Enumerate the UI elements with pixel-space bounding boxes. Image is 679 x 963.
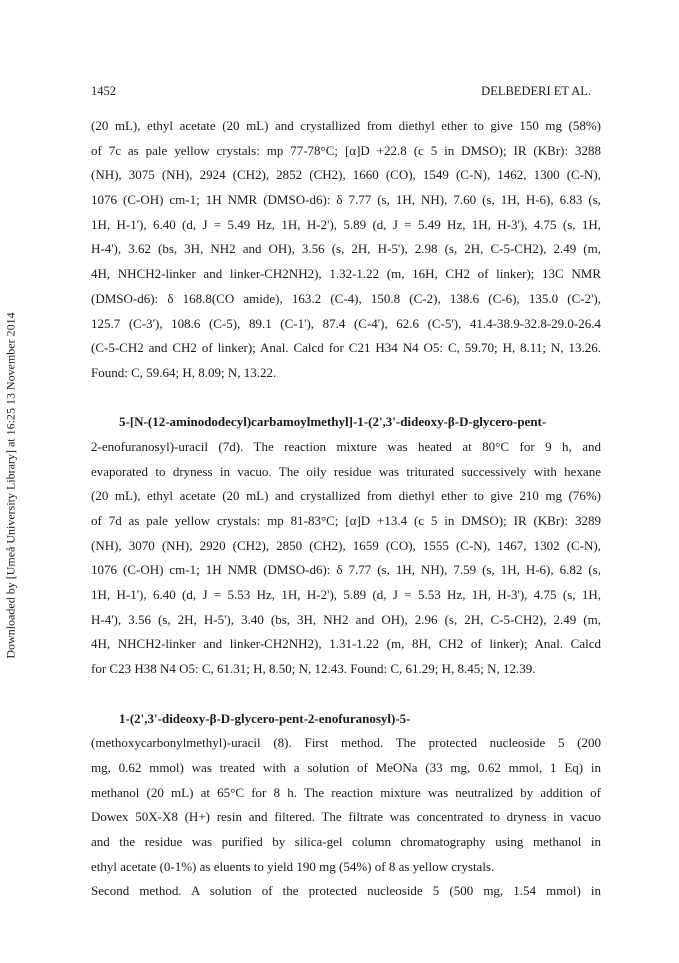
text-line: 1076 (C-OH) cm-1; 1H NMR (DMSO-d6): δ 7.77 (s, 1H, NH), 7.60 (s, 1H, H-6), 6.83 (s, <box>91 192 601 208</box>
page-number: 1452 <box>91 84 116 98</box>
text-line: (20 mL), ethyl acetate (20 mL) and crystallized from diethyl ether to give 210 mg (76%) <box>91 488 601 504</box>
text-line: (methoxycarbonylmethyl)-uracil (8). First method. The protected nucleoside 5 (200 <box>91 735 601 751</box>
text-line: 125.7 (C-3'), 108.6 (C-5), 89.1 (C-1'), 87.4 (C-4'), 62.6 (C-5'), 41.4-38.9-32.8-29.0-26.4 <box>91 315 601 331</box>
text-line: (C-5-CH2 and CH2 of linker); Anal. Calcd for C21 H34 N4 O5: C, 59.70; H, 8.11; N, 13.26. <box>91 340 601 356</box>
text-line: Dowex 50X-X8 (H+) resin and filtered. The filtrate was concentrated to dryness in vacuo <box>91 809 601 825</box>
text-line: H-4'), 3.62 (bs, 3H, NH2 and OH), 3.56 (s, 2H, H-5'), 2.98 (s, 2H, C-5-CH2), 2.49 (m, <box>91 241 601 257</box>
paragraph-7d <box>91 410 601 682</box>
text-line: H-4'), 3.56 (s, 2H, H-5'), 3.40 (bs, 3H, NH2 and OH), 2.96 (s, 2H, C-5-CH2), 2.49 (m, <box>91 611 601 627</box>
article-body <box>91 114 601 904</box>
download-note: Downloaded by [Umeå University Library] at 16:25 13 November 2014 <box>3 311 18 659</box>
text-line: 2-enofuranosyl)-uracil (7d). The reaction mixture was heated at 80°C for 9 h, and <box>91 438 601 454</box>
text-line: (NH), 3070 (NH), 2920 (CH2), 2850 (CH2), 1659 (CO), 1555 (C-N), 1467, 1302 (C-N), <box>91 537 601 553</box>
paragraph-7c <box>91 114 601 386</box>
paragraph-8 <box>91 707 601 905</box>
text-line: 1076 (C-OH) cm-1; 1H NMR (DMSO-d6): δ 7.77 (s, 1H, NH), 7.59 (s, 1H, H-6), 6.82 (s, <box>91 562 601 578</box>
text-line: Second method. A solution of the protected nucleoside 5 (500 mg, 1.54 mmol) in <box>91 883 601 899</box>
download-watermark <box>0 270 22 700</box>
text-line: 1H, H-1'), 6.40 (d, J = 5.49 Hz, 1H, H-2'), 5.89 (d, J = 5.49 Hz, 1H, H-3'), 4.75 (s, 1H, <box>91 216 601 232</box>
text-line: 4H, NHCH2-linker and linker-CH2NH2), 1.31-1.22 (m, 8H, CH2 of linker); Anal. Calcd <box>91 636 601 652</box>
text-line: methanol (20 mL) at 65°C for 8 h. The reaction mixture was neutralized by addition of <box>91 784 601 800</box>
text-line: mg, 0.62 mmol) was treated with a solution of MeONa (33 mg, 0.62 mmol, 1 Eq) in <box>91 759 601 775</box>
text-line: (NH), 3075 (NH), 2924 (CH2), 2852 (CH2), 1660 (CO), 1549 (C-N), 1462, 1300 (C-N), <box>91 167 601 183</box>
text-line: ethyl acetate (0-1%) as eluents to yield 190 mg (54%) of 8 as yellow crystals. <box>91 858 495 874</box>
paragraph-gap <box>91 682 601 707</box>
text-line: evaporated to dryness in vacuo. The oily residue was triturated successively with hexane <box>91 463 601 479</box>
compound-heading: 1-(2',3'-dideoxy-β-D-glycero-pent-2-enofuranosyl)-5- <box>119 710 411 726</box>
text-line: and the residue was purified by silica-gel column chromatography using methanol in <box>91 833 601 849</box>
text-line: of 7d as pale yellow crystals: mp 81-83°C; [α]D +13.4 (c 5 in DMSO); IR (KBr): 3289 <box>91 513 601 528</box>
text-line: (20 mL), ethyl acetate (20 mL) and crystallized from diethyl ether to give 150 mg (58%) <box>91 118 601 133</box>
text-line: 1H, H-1'), 6.40 (d, J = 5.53 Hz, 1H, H-2'), 5.89 (d, J = 5.53 Hz, 1H, H-3'), 4.75 (s, 1H, <box>91 587 601 603</box>
text-line: for C23 H38 N4 O5: C, 61.31; H, 8.50; N, 12.43. Found: C, 61.29; H, 8.45; N, 12.39. <box>91 661 536 677</box>
text-line: of 7c as pale yellow crystals: mp 77-78°C; [α]D +22.8 (c 5 in DMSO); IR (KBr): 3288 <box>91 142 601 158</box>
running-head <box>91 84 591 99</box>
compound-heading: 5-[N-(12-aminododecyl)carbamoylmethyl]-1-(2',3'-dideoxy-β-D-glycero-pent- <box>119 414 547 430</box>
running-title: DELBEDERI ET AL. <box>481 84 591 98</box>
text-line: Found: C, 59.64; H, 8.09; N, 13.22. <box>91 364 277 380</box>
text-line: (DMSO-d6): δ 168.8(CO amide), 163.2 (C-4), 150.8 (C-2), 138.6 (C-6), 135.0 (C-2'), <box>91 290 601 306</box>
text-line: 4H, NHCH2-linker and linker-CH2NH2), 1.32-1.22 (m, 16H, CH2 of linker); 13C NMR <box>91 266 601 282</box>
paragraph-gap <box>91 386 601 411</box>
